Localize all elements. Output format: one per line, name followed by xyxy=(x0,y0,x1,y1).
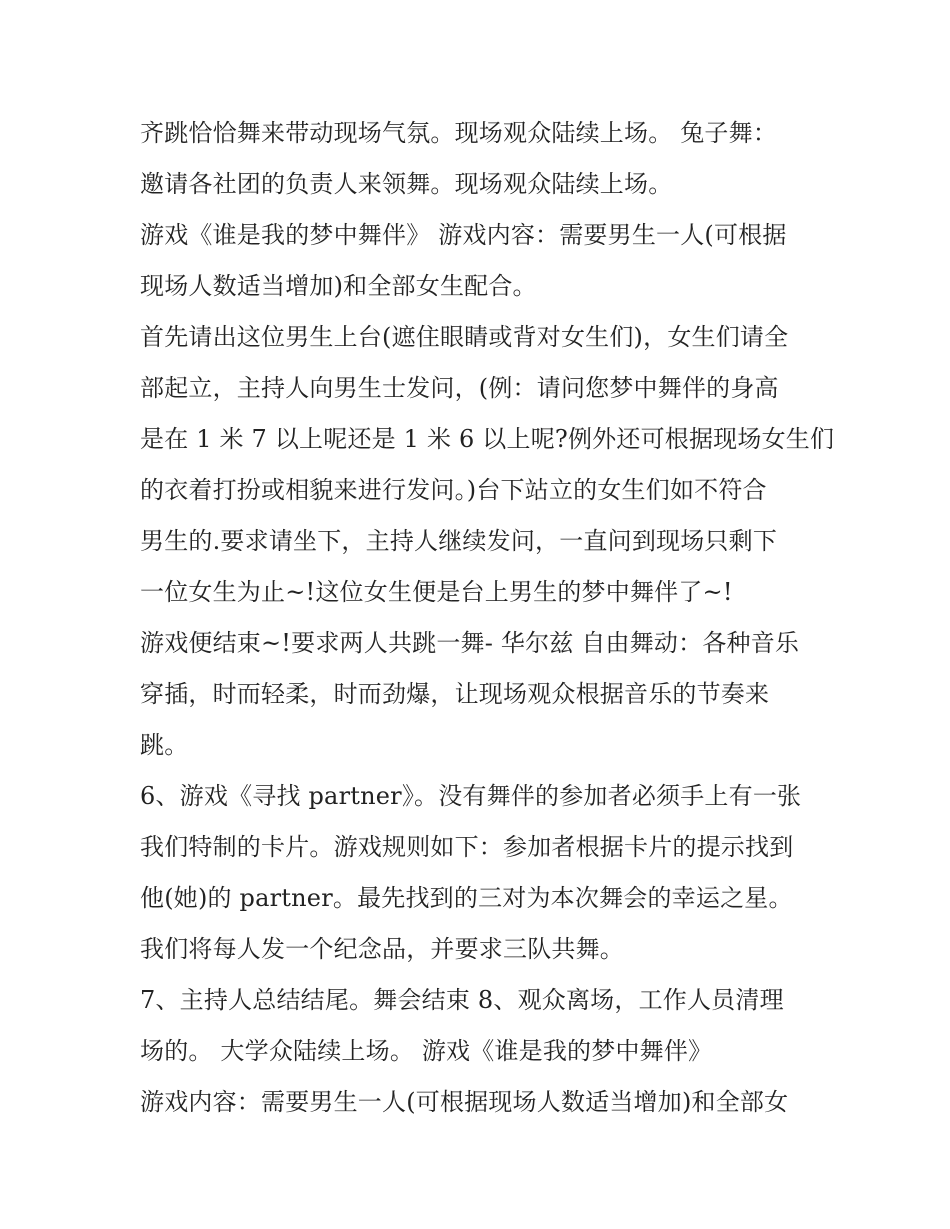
text-line: 场的。 大学众陆续上场。 游戏《谁是我的梦中舞伴》 xyxy=(140,1037,713,1065)
text-line: 的衣着打扮或相貌来进行发问。)台下站立的女生们如不符合 xyxy=(140,476,767,504)
text-line: 现场人数适当增加)和全部女生配合。 xyxy=(140,272,537,300)
text-line: 邀请各社团的负责人来领舞。现场观众陆续上场。 xyxy=(140,170,673,198)
text-line: 游戏内容：需要男生一人(可根据现场人数适当增加)和全部女 xyxy=(140,1088,789,1116)
text-line: 一位女生为止~!这位女生便是台上男生的梦中舞伴了~! xyxy=(140,578,733,606)
text-line: 他(她)的 partner。最先找到的三对为本次舞会的幸运之星。 xyxy=(140,884,793,912)
text-line: 游戏便结束~!要求两人共跳一舞- 华尔兹 自由舞动：各种音乐 xyxy=(140,629,800,657)
text-line: 6、游戏《寻找 partner》。没有舞伴的参加者必须手上有一张 xyxy=(140,782,802,810)
text-line: 穿插，时而轻柔，时而劲爆，让现场观众根据音乐的节奏来 xyxy=(140,680,770,708)
text-line: 是在 1 米 7 以上呢还是 1 米 6 以上呢?例外还可根据现场女生们 xyxy=(140,425,835,453)
text-line: 部起立，主持人向男生士发问，(例：请问您梦中舞伴的身高 xyxy=(140,374,779,402)
text-line: 我们特制的卡片。游戏规则如下：参加者根据卡片的提示找到 xyxy=(140,833,794,861)
text-line: 跳。 xyxy=(140,731,189,759)
text-line: 首先请出这位男生上台(遮住眼睛或背对女生们)，女生们请全 xyxy=(140,323,789,351)
text-line: 男生的.要求请坐下，主持人继续发问，一直问到现场只剩下 xyxy=(140,527,778,555)
text-line: 我们将每人发一个纪念品，并要求三队共舞。 xyxy=(140,935,624,963)
text-line: 齐跳恰恰舞来带动现场气氛。现场观众陆续上场。 兔子舞： xyxy=(140,119,778,147)
document-body xyxy=(140,108,835,1128)
text-line: 7、主持人总结结尾。舞会结束 8、观众离场，工作人员清理 xyxy=(140,986,784,1014)
text-line: 游戏《谁是我的梦中舞伴》 游戏内容：需要男生一人(可根据 xyxy=(140,221,787,249)
